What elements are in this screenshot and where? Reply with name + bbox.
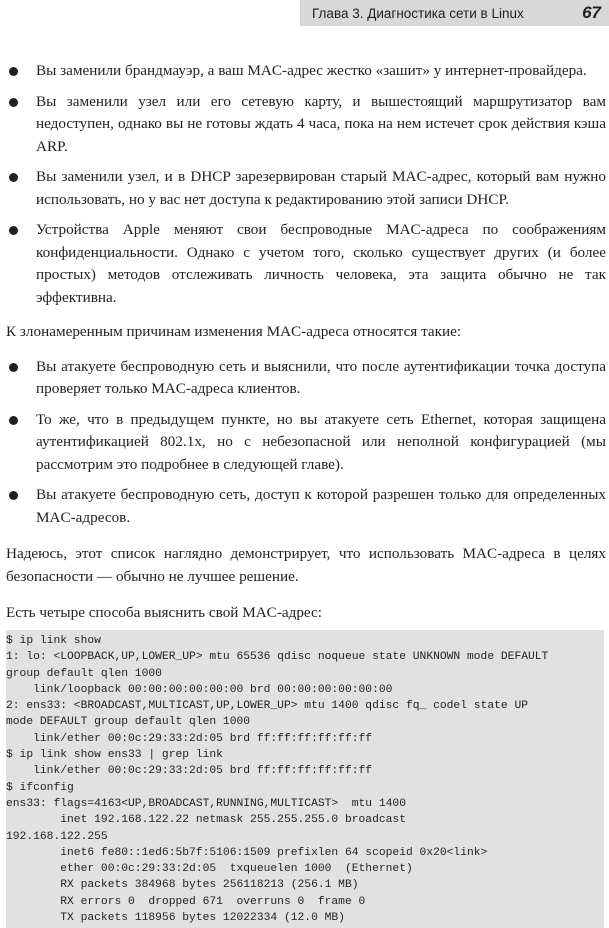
list-item [6,60,606,83]
page-number: 67 [582,3,601,22]
list-item [6,166,606,211]
list-item [6,219,606,309]
code-line: inet 192.168.122.22 netmask 255.255.255.0 broadcast [6,814,406,827]
conclusion-paragraph: Надеюсь, этот список наглядно демонстрирует, что использовать MAC-адреса в целях безопасности — обычно не лучшее решение. [6,545,606,585]
list-item [6,91,606,159]
bullet-icon [9,363,18,372]
code-line: $ ip link show [6,635,101,647]
code-line: 2: ens33: <BROADCAST,MULTICAST,UP,LOWER_UP> mtu 1400 qdisc fq_ codel state UP [6,700,529,713]
bullet-icon [9,226,18,235]
bullet-icon [9,416,18,425]
bullet-icon [9,98,18,107]
list-item-text: Вы атакуете беспроводную сеть, доступ к которой разрешен только для определенных MAC-адресов. [36,486,606,526]
page-body [6,60,606,625]
code-line: ens33: flags=4163<UP,BROADCAST,RUNNING,MULTICAST> mtu 1400 [6,797,406,810]
code-line: $ ifconfig [6,781,74,794]
list-item-text: Вы заменили узел, и в DHCP зарезервирован старый MAC-адрес, который вам нужно использовать, но у вас нет доступа к редактированию этой записи DHCP. [36,168,606,208]
page-header [0,0,609,26]
list-item [6,484,606,529]
list-item-text: Вы заменили брандмауэр, а ваш MAC-адрес жестко «зашит» у интернет-провайдера. [36,62,587,79]
list-item-text: То же, что в предыдущем пункте, но вы атакуете сеть Ethernet, которая защищена аутентификацией 802.1x, но с небезопасной или неполной конфигурацией (мы рассмотрим это подробнее в следующей главе). [36,410,606,473]
code-line: RX packets 384968 bytes 256118213 (256.1 MB) [6,879,359,892]
code-listing [6,630,604,928]
code-line: 192.168.122.255 [6,830,108,843]
code-line: RX errors 0 dropped 671 overruns 0 frame 0 [6,895,366,908]
code-line: group default qlen 1000 [6,667,162,680]
list-item-text: Вы атакуете беспроводную сеть и выяснили, что после аутентификации точка доступа проверяет только MAC-адреса клиентов. [36,357,606,397]
list-item [6,356,606,401]
legitimate-reasons-list [6,60,606,309]
list-item-text: Вы заменили узел или его сетевую карту, и вышестоящий маршрутизатор вам недоступен, однако вы не готовы ждать 4 часа, пока на нем истечет срок действия кэша ARP. [36,92,606,155]
code-line: $ ip link show ens33 | grep link [6,749,223,762]
code-line: link/loopback 00:00:00:00:00:00 brd 00:00:00:00:00:00 [6,683,393,696]
code-line: mode DEFAULT group default qlen 1000 [6,716,251,729]
malicious-reasons-list [6,356,606,530]
bullet-icon [9,67,18,76]
code-line: ether 00:0c:29:33:2d:05 txqueuelen 1000 (Ethernet) [6,863,413,876]
code-line: 1: lo: <LOOPBACK,UP,LOWER_UP> mtu 65536 qdisc noqueue state UNKNOWN mode DEFAULT [6,651,549,664]
bullet-icon [9,173,18,182]
list-item-text: Устройства Apple меняют свои беспроводные MAC-адреса по соображениям конфиденциальности. Однако с учетом того, сколько существует других (и более простых) методов отслеживать личность человека, эта защита обычно не так эффективна. [36,221,606,306]
code-line: inet6 fe80::1ed6:5b7f:5106:1509 prefixlen 64 scopeid 0x20<link> [6,846,488,859]
code-text [6,630,604,926]
list-item [6,409,606,477]
code-line: link/ether 00:0c:29:33:2d:05 brd ff:ff:ff:ff:ff:ff [6,765,373,778]
chapter-title: Глава 3. Диагностика сети в Linux [312,6,524,21]
methods-intro: Есть четыре способа выяснить свой MAC-адрес: [6,604,323,621]
code-line: link/ether 00:0c:29:33:2d:05 brd ff:ff:ff:ff:ff:ff [6,732,373,745]
malicious-reasons-intro: К злонамеренным причинам изменения MAC-адреса относятся такие: [6,323,462,340]
code-line: TX packets 118956 bytes 12022334 (12.0 MB) [6,912,345,925]
bullet-icon [9,491,18,500]
